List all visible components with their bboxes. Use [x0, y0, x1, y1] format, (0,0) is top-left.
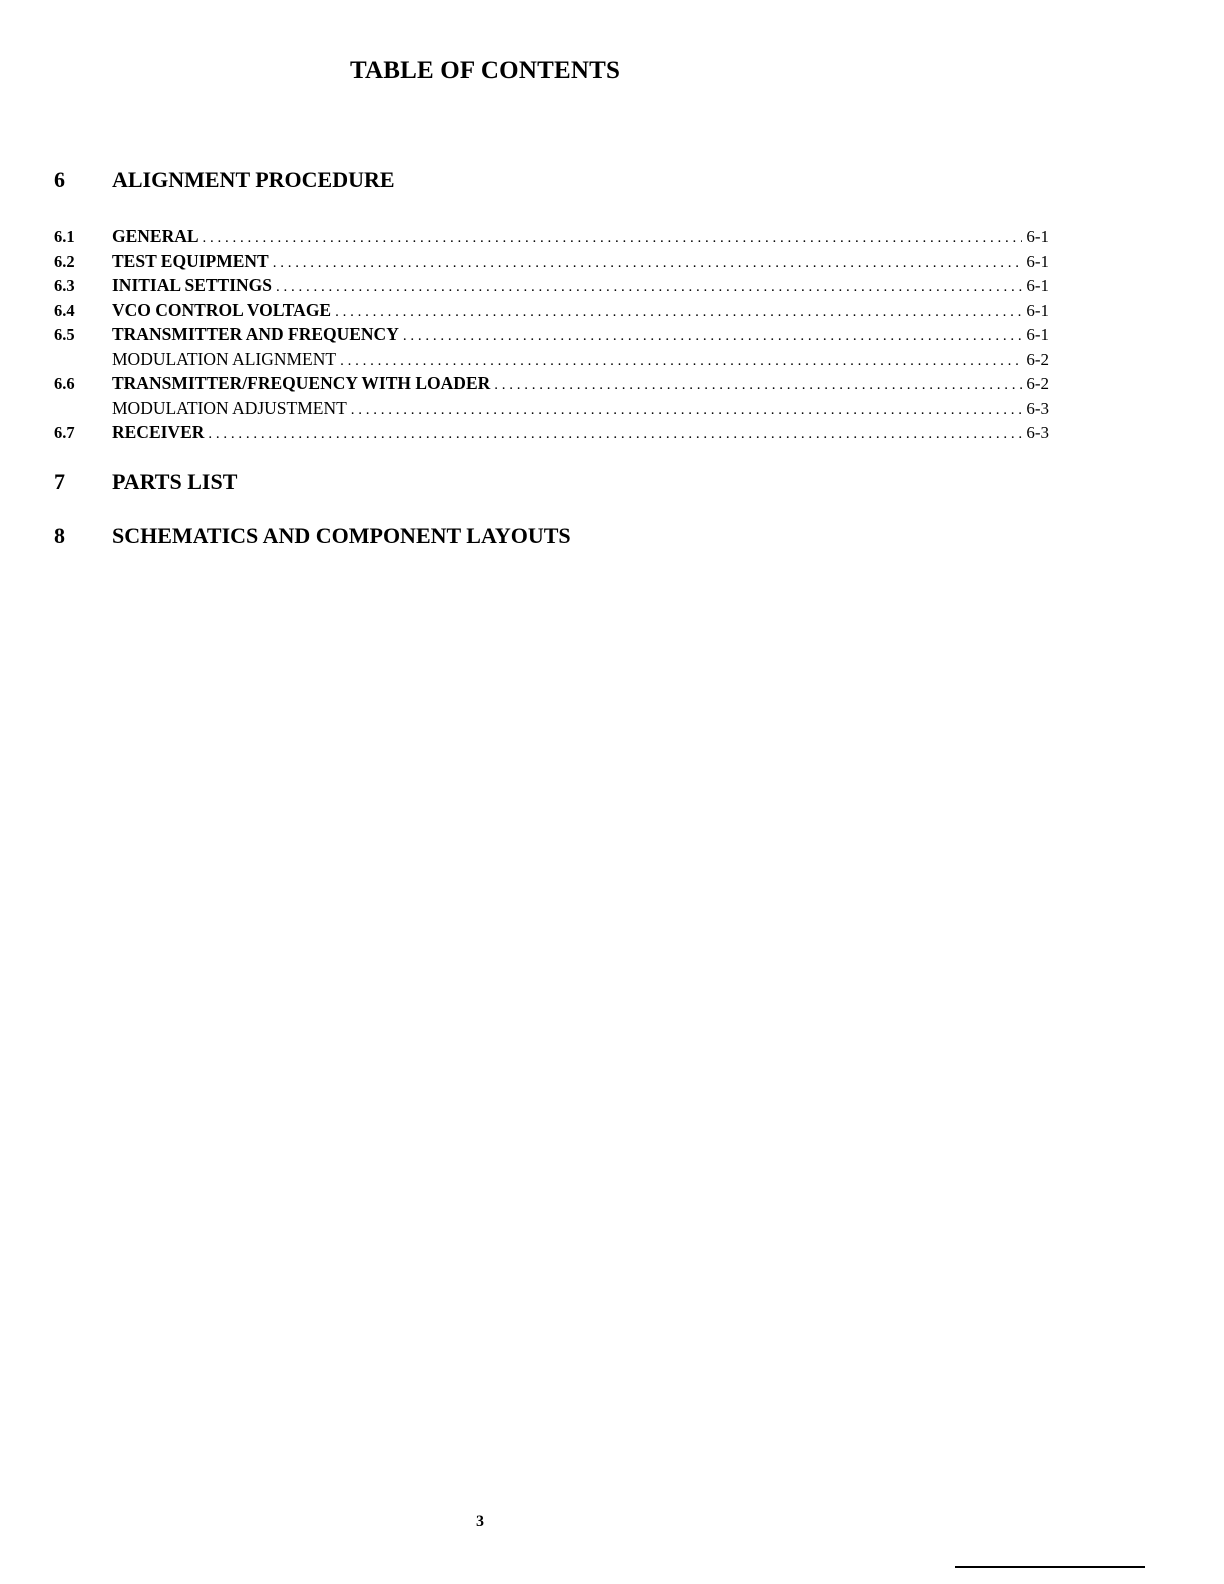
dot-leader — [203, 226, 1023, 251]
dot-leader — [351, 398, 1023, 423]
chapter-title: ALIGNMENT PROCEDURE — [112, 167, 395, 192]
section-number: 6.7 — [54, 423, 75, 442]
dot-leader — [340, 349, 1022, 374]
chapter-title: SCHEMATICS AND COMPONENT LAYOUTS — [112, 523, 571, 548]
section-title: TRANSMITTER/FREQUENCY WITH LOADER — [112, 373, 491, 393]
page-number: 3 — [476, 1513, 484, 1530]
section-page: 6-1 — [1026, 325, 1049, 344]
chapter-number: 6 — [54, 167, 65, 192]
chapter-8-heading[interactable] — [54, 523, 571, 549]
chapter-number: 7 — [54, 469, 65, 494]
section-page: 6-2 — [1026, 374, 1049, 393]
toc-entry[interactable] — [54, 322, 1049, 347]
section-title: GENERAL — [112, 226, 199, 246]
chapter-7-heading[interactable] — [54, 469, 237, 495]
section-number: 6.2 — [54, 251, 75, 271]
dot-leader — [208, 422, 1022, 447]
toc-entry[interactable] — [54, 371, 1049, 396]
section-title: MODULATION ALIGNMENT — [112, 348, 337, 369]
section-number: 6.3 — [54, 276, 75, 295]
section-title: VCO CONTROL VOLTAGE — [112, 299, 332, 320]
section-title: TEST EQUIPMENT — [112, 250, 269, 271]
toc-entry[interactable] — [54, 396, 1049, 421]
section-title: RECEIVER — [112, 422, 205, 442]
section-page: 6-1 — [1026, 251, 1049, 271]
dot-leader — [276, 275, 1022, 300]
dot-leader — [335, 300, 1022, 325]
section-page: 6-2 — [1026, 349, 1049, 369]
dot-leader — [403, 324, 1022, 349]
toc-list — [54, 224, 1049, 445]
chapter-number: 8 — [54, 523, 65, 548]
toc-entry[interactable] — [54, 273, 1049, 298]
toc-entry[interactable] — [54, 298, 1049, 323]
section-number: 6.4 — [54, 300, 75, 320]
section-number: 6.5 — [54, 325, 75, 344]
section-page: 6-1 — [1026, 300, 1049, 320]
page-title: TABLE OF CONTENTS — [349, 57, 621, 84]
section-page: 6-1 — [1026, 276, 1049, 295]
chapter-6-heading — [54, 167, 395, 193]
section-title: MODULATION ADJUSTMENT — [112, 397, 347, 418]
chapter-title: PARTS LIST — [112, 469, 238, 494]
section-title: INITIAL SETTINGS — [112, 275, 273, 295]
section-page: 6-1 — [1026, 227, 1049, 246]
section-page: 6-3 — [1026, 398, 1049, 418]
dot-leader — [273, 251, 1023, 276]
toc-entry[interactable] — [54, 249, 1049, 274]
section-title: TRANSMITTER AND FREQUENCY — [112, 324, 399, 344]
footer-rule — [955, 1566, 1145, 1568]
toc-entry[interactable] — [54, 224, 1049, 249]
section-number: 6.1 — [54, 227, 75, 246]
section-page: 6-3 — [1026, 423, 1049, 442]
dot-leader — [494, 373, 1022, 398]
section-number: 6.6 — [54, 374, 75, 393]
toc-entry[interactable] — [54, 420, 1049, 445]
toc-entry[interactable] — [54, 347, 1049, 372]
